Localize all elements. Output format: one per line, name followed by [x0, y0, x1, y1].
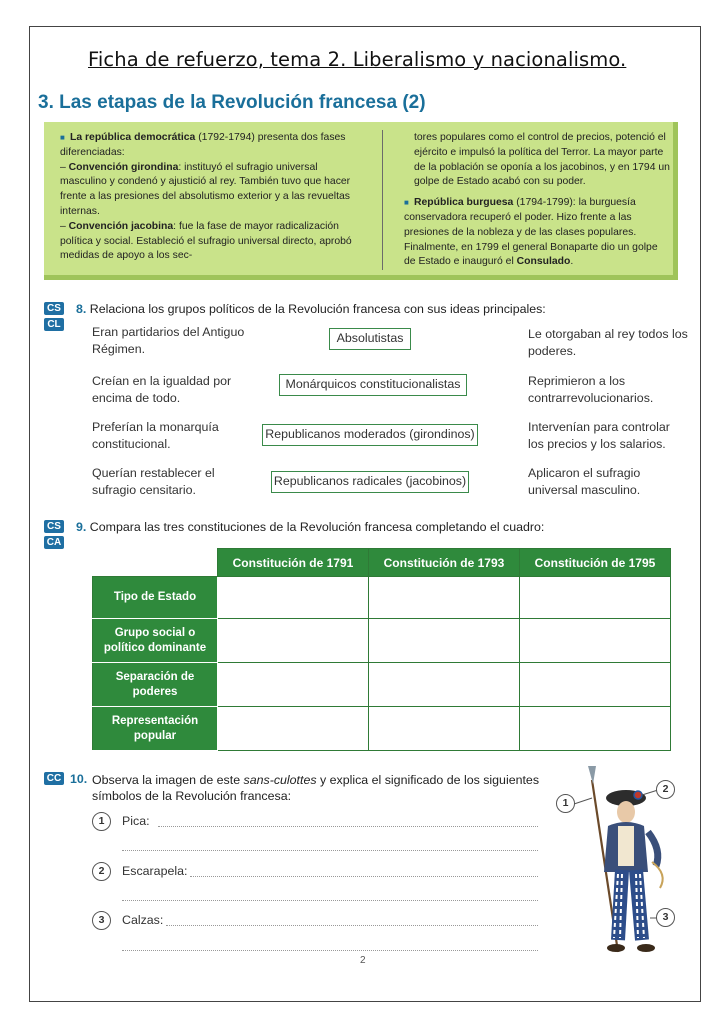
q8-group-box[interactable]: Republicanos moderados (girondinos) [262, 424, 478, 446]
marker-1-icon: 1 [556, 794, 575, 813]
marker-2-icon: 2 [656, 780, 675, 799]
q8-group-box[interactable]: Republicanos radicales (jacobinos) [271, 471, 469, 493]
answer-cell[interactable] [369, 619, 520, 663]
competence-badge-cs: CS [44, 520, 64, 533]
summary-bullet-1: ■ La república democrática (1792-1794) presenta dos fases diferenciadas: [60, 132, 346, 158]
table-header: Constitución de 1793 [369, 549, 520, 577]
section-title: 3. Las etapas de la Revolución francesa (2) [38, 92, 426, 113]
table-header: Constitución de 1795 [520, 549, 671, 577]
competence-badge-cs: CS [44, 302, 64, 315]
q8-left-item: Eran partidarios del Antiguo Régimen. [92, 325, 245, 356]
q8-right-item: Intervenían para controlar los precios y los salarios. [528, 420, 670, 451]
answer-line[interactable] [122, 950, 538, 951]
square-bullet-icon: ■ [404, 198, 409, 208]
answer-cell[interactable] [520, 663, 671, 707]
q8-group-box[interactable]: Absolutistas [329, 328, 411, 350]
competence-badge-ca: CA [44, 536, 64, 549]
q8-left-item: Creían en la igualdad por encima de todo. [92, 374, 232, 405]
column-divider [382, 130, 383, 270]
question-8-text: 8. Relaciona los grupos políticos de la Revolución francesa con sus ideas principales: [76, 302, 546, 316]
question-10-text: Observa la imagen de este sans-culottes y explica el significado de los siguientes símbolos de la Revolución francesa: [92, 773, 540, 803]
answer-cell[interactable] [520, 577, 671, 619]
summary-continuation: tores populares como el control de precios, potenció el ejército e impulsó la política del Terror. La mayor parte de la población se oponía a los jacobinos, y en 1794 un golpe de Estado acabó con su poder. [414, 132, 670, 188]
cockade-icon [634, 791, 642, 799]
q8-group-box[interactable]: Monárquicos constitucionalistas [279, 374, 467, 396]
table-row-header: Separación de poderes [93, 663, 218, 707]
number-3-icon: 3 [92, 911, 111, 930]
square-bullet-icon: ■ [60, 133, 65, 142]
answer-label-calzas: Calzas: [122, 913, 164, 927]
marker-3-icon: 3 [656, 908, 675, 927]
competence-badge-cc: CC [44, 772, 64, 785]
number-2-icon: 2 [92, 862, 111, 881]
table-row-header: Representación popular [93, 707, 218, 751]
table-row-header: Grupo social o político dominante [93, 619, 218, 663]
question-9-text: 9. Compara las tres constituciones de la Revolución francesa completando el cuadro: [76, 520, 545, 534]
summary-box [44, 122, 678, 280]
answer-line[interactable] [166, 925, 538, 926]
answer-cell[interactable] [520, 619, 671, 663]
summary-left-column [60, 131, 360, 264]
summary-right-column [404, 131, 672, 270]
summary-dash-1: – Convención girondina: instituyó el sufragio universal masculino y condenó y ajustició al rey. También tuvo que hacer frente a las presiones del absolutismo exterior y a las revueltas internas. [60, 161, 351, 217]
competence-badge-cl: CL [44, 318, 64, 331]
q8-right-item: Reprimieron a los contrarrevolucionarios. [528, 374, 654, 405]
answer-line[interactable] [158, 826, 538, 827]
answer-line[interactable] [190, 876, 538, 877]
question-10-number: 10. [70, 772, 88, 786]
answer-cell[interactable] [369, 707, 520, 751]
table-row-header: Tipo de Estado [93, 577, 218, 619]
answer-cell[interactable] [218, 577, 369, 619]
answer-line[interactable] [122, 850, 538, 851]
answer-line[interactable] [122, 900, 538, 901]
constitution-table [92, 548, 671, 751]
q8-right-item: Aplicaron el sufragio universal masculino. [528, 466, 641, 497]
answer-cell[interactable] [520, 707, 671, 751]
number-1-icon: 1 [92, 812, 111, 831]
q8-right-item: Le otorgaban al rey todos los poderes. [528, 327, 688, 358]
page-number: 2 [360, 955, 366, 966]
table-corner [93, 549, 218, 577]
q8-left-item: Preferían la monarquía constitucional. [92, 420, 219, 451]
table-header: Constitución de 1791 [218, 549, 369, 577]
page-title: Ficha de refuerzo, tema 2. Liberalismo y nacionalismo. [88, 48, 627, 71]
answer-cell[interactable] [369, 663, 520, 707]
answer-cell[interactable] [218, 707, 369, 751]
answer-label-escarapela: Escarapela: [122, 864, 188, 878]
answer-cell[interactable] [218, 619, 369, 663]
sabre-icon [652, 862, 663, 888]
q8-left-item: Querían restablecer el sufragio censitario. [92, 466, 215, 497]
answer-label-pica: Pica: [122, 814, 150, 828]
summary-bullet-2: ■ República burguesa (1794-1799): la burguesía conservadora recuperó el poder. Hizo frente a las presiones de la nobleza y de las clases populares. Finalmente, en 1799 el general Bonaparte dio un golpe de Estado e inauguró el Consulado. [404, 197, 658, 268]
summary-dash-2: – Convención jacobina: fue la fase de mayor radicalización política y social. Estableció el sufragio universal directo, aprobó medidas de apoyo a los sec- [60, 220, 352, 262]
answer-cell[interactable] [369, 577, 520, 619]
answer-cell[interactable] [218, 663, 369, 707]
